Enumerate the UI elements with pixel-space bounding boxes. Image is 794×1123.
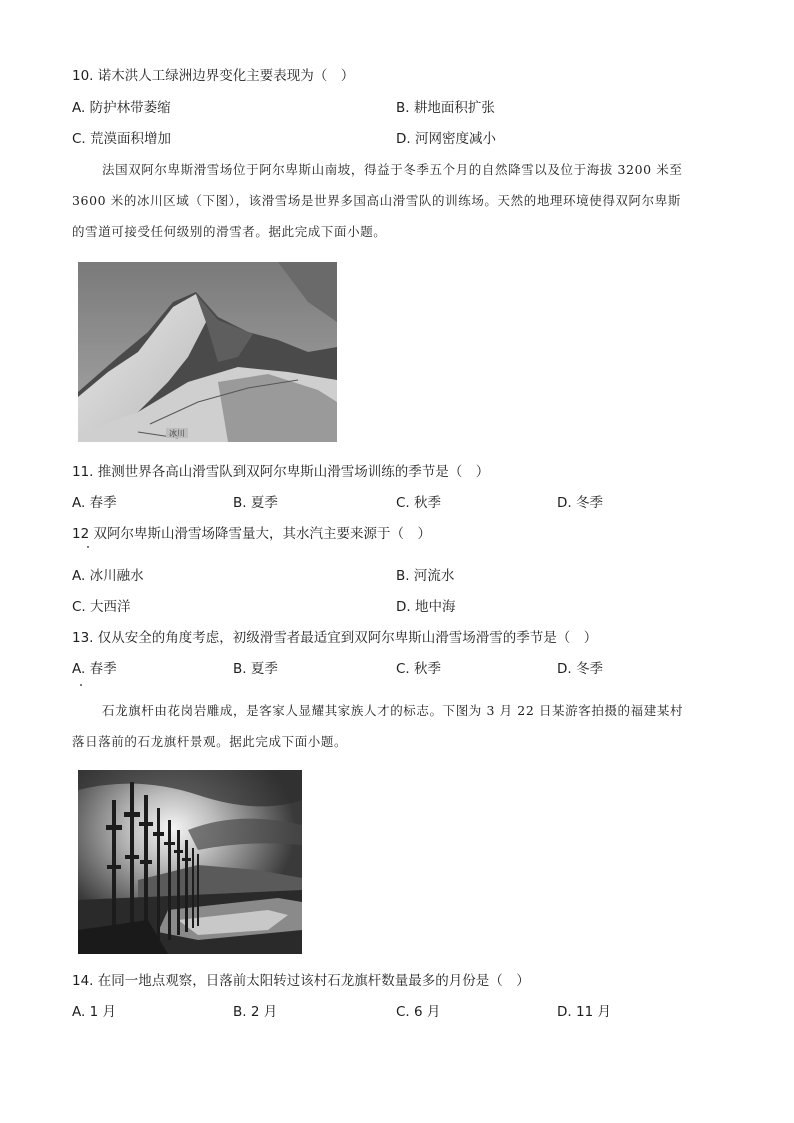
flagpole-photo bbox=[78, 770, 302, 954]
q11-option-d[interactable]: D. 冬季 bbox=[557, 495, 603, 511]
q13-option-d[interactable]: D. 冬季 bbox=[557, 661, 603, 677]
q13-option-c[interactable]: C. 秋季 bbox=[396, 661, 442, 677]
q13-option-b[interactable]: B. 夏季 bbox=[233, 661, 278, 677]
q10-stem: 10. 诺木洪人工绿洲边界变化主要表现为（ ） bbox=[72, 68, 355, 84]
q11-stem: 11. 推测世界各高山滑雪队到双阿尔卑斯山滑雪场训练的季节是（ ） bbox=[72, 464, 490, 480]
q12-option-c[interactable]: C. 大西洋 bbox=[72, 599, 131, 615]
q14-option-a[interactable]: A. 1 月 bbox=[72, 1004, 116, 1020]
q14-option-c[interactable]: C. 6 月 bbox=[396, 1004, 441, 1020]
q10-option-d[interactable]: D. 河网密度减小 bbox=[396, 131, 496, 147]
passage1-line1: 法国双阿尔卑斯滑雪场位于阿尔卑斯山南坡，得益于冬季五个月的自然降雪以及位于海拔 3200 米至 bbox=[102, 162, 683, 177]
q11-option-a[interactable]: A. 春季 bbox=[72, 495, 117, 511]
scan-speck bbox=[87, 546, 89, 548]
q14-stem: 14. 在同一地点观察，日落前太阳转过该村石龙旗杆数量最多的月份是（ ） bbox=[72, 973, 530, 989]
q10-option-a[interactable]: A. 防护林带萎缩 bbox=[72, 100, 171, 116]
q12-stem: 12 双阿尔卑斯山滑雪场降雪量大，其水汽主要来源于（ ） bbox=[72, 526, 431, 542]
q11-option-c[interactable]: C. 秋季 bbox=[396, 495, 442, 511]
passage2-line2: 落日落前的石龙旗杆景观。据此完成下面小题。 bbox=[72, 734, 348, 749]
q12-option-a[interactable]: A. 冰川融水 bbox=[72, 568, 144, 584]
q14-option-d[interactable]: D. 11 月 bbox=[557, 1004, 611, 1020]
q12-option-d[interactable]: D. 地中海 bbox=[396, 599, 456, 615]
q12-option-b[interactable]: B. 河流水 bbox=[396, 568, 455, 584]
passage1-line2: 3600 米的冰川区域（下图），该滑雪场是世界多国高山滑雪队的训练场。天然的地理环境使得双阿尔卑斯 bbox=[72, 193, 681, 208]
q13-stem: 13. 仅从安全的角度考虑，初级滑雪者最适宜到双阿尔卑斯山滑雪场滑雪的季节是（ ） bbox=[72, 630, 598, 646]
q10-option-b[interactable]: B. 耕地面积扩张 bbox=[396, 100, 495, 116]
glacier-photo bbox=[78, 262, 337, 442]
q10-option-c[interactable]: C. 荒漠面积增加 bbox=[72, 131, 172, 147]
q11-option-b[interactable]: B. 夏季 bbox=[233, 495, 278, 511]
passage1-line3: 的雪道可接受任何级别的滑雪者。据此完成下面小题。 bbox=[72, 224, 387, 239]
q14-option-b[interactable]: B. 2 月 bbox=[233, 1004, 278, 1020]
q13-option-a[interactable]: A. 春季 bbox=[72, 661, 117, 677]
passage2-line1: 石龙旗杆由花岗岩雕成，是客家人显耀其家族人才的标志。下图为 3 月 22 日某游客拍摄的福建某村 bbox=[102, 703, 684, 718]
glacier-label: 冰川 bbox=[169, 429, 185, 438]
scan-speck bbox=[80, 684, 82, 686]
